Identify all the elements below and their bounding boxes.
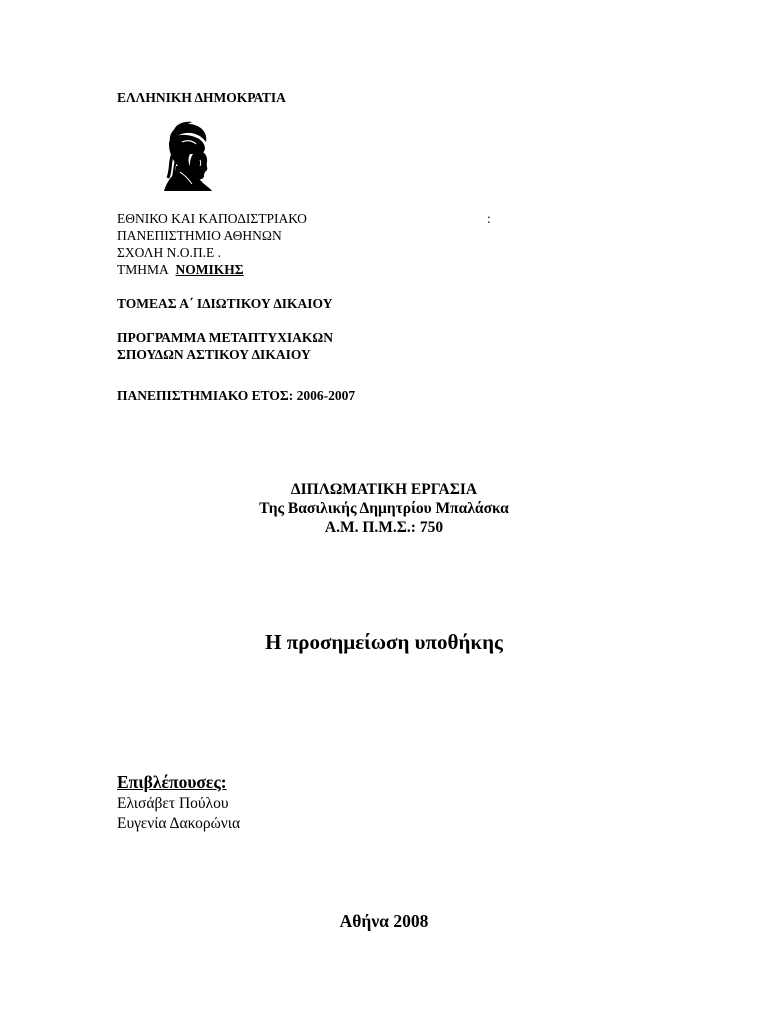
department-name: ΝΟΜΙΚΗΣ [175,262,244,277]
university-name-line1: ΕΘΝΙΚΟ ΚΑΙ ΚΑΠΟΔΙΣΤΡΙΑΚΟ [117,211,307,226]
thesis-type: ΔΙΠΛΩΜΑΤΙΚΗ ΕΡΓΑΣΙΑ [290,481,478,498]
supervisor-name: Ελισάβετ Πούλου [117,795,229,812]
university-name-line2: ΠΑΝΕΠΙΣΤΗΜΙΟ ΑΘΗΝΩΝ [117,228,282,243]
place-year: Αθήνα 2008 [339,911,429,931]
thesis-title: Η προσημείωση υποθήκης [265,630,503,654]
athena-head-emblem-icon [160,120,216,192]
colon-mark: : [487,211,491,226]
sector-heading: ΤΟΜΕΑΣ Α΄ ΙΔΙΩΤΙΚΟΥ ΔΙΚΑΙΟΥ [117,296,333,311]
student-id: Α.Μ. Π.Μ.Σ.: 750 [324,519,444,536]
school-name: ΣΧΟΛΗ Ν.Ο.Π.Ε . [117,245,221,260]
supervisors-heading: Επιβλέπουσες: [117,772,227,792]
academic-year: ΠΑΝΕΠΙΣΤΗΜΙΑΚΟ ΕΤΟΣ: 2006-2007 [117,388,356,403]
thesis-author: Της Βασιλικής Δημητρίου Μπαλάσκα [259,500,509,517]
republic-heading: ΕΛΛΗΝΙΚΗ ΔΗΜΟΚΡΑΤΙΑ [117,90,286,105]
department-prefix: ΤΜΗΜΑ [117,262,169,277]
supervisor-name: Ευγενία Δακορώνια [117,815,241,832]
program-line1: ΠΡΟΓΡΑΜΜΑ ΜΕΤΑΠΤΥΧΙΑΚΩΝ [117,330,333,345]
program-line2: ΣΠΟΥΔΩΝ ΑΣΤΙΚΟΥ ΔΙΚΑΙΟΥ [117,347,311,362]
department-line [117,261,244,278]
